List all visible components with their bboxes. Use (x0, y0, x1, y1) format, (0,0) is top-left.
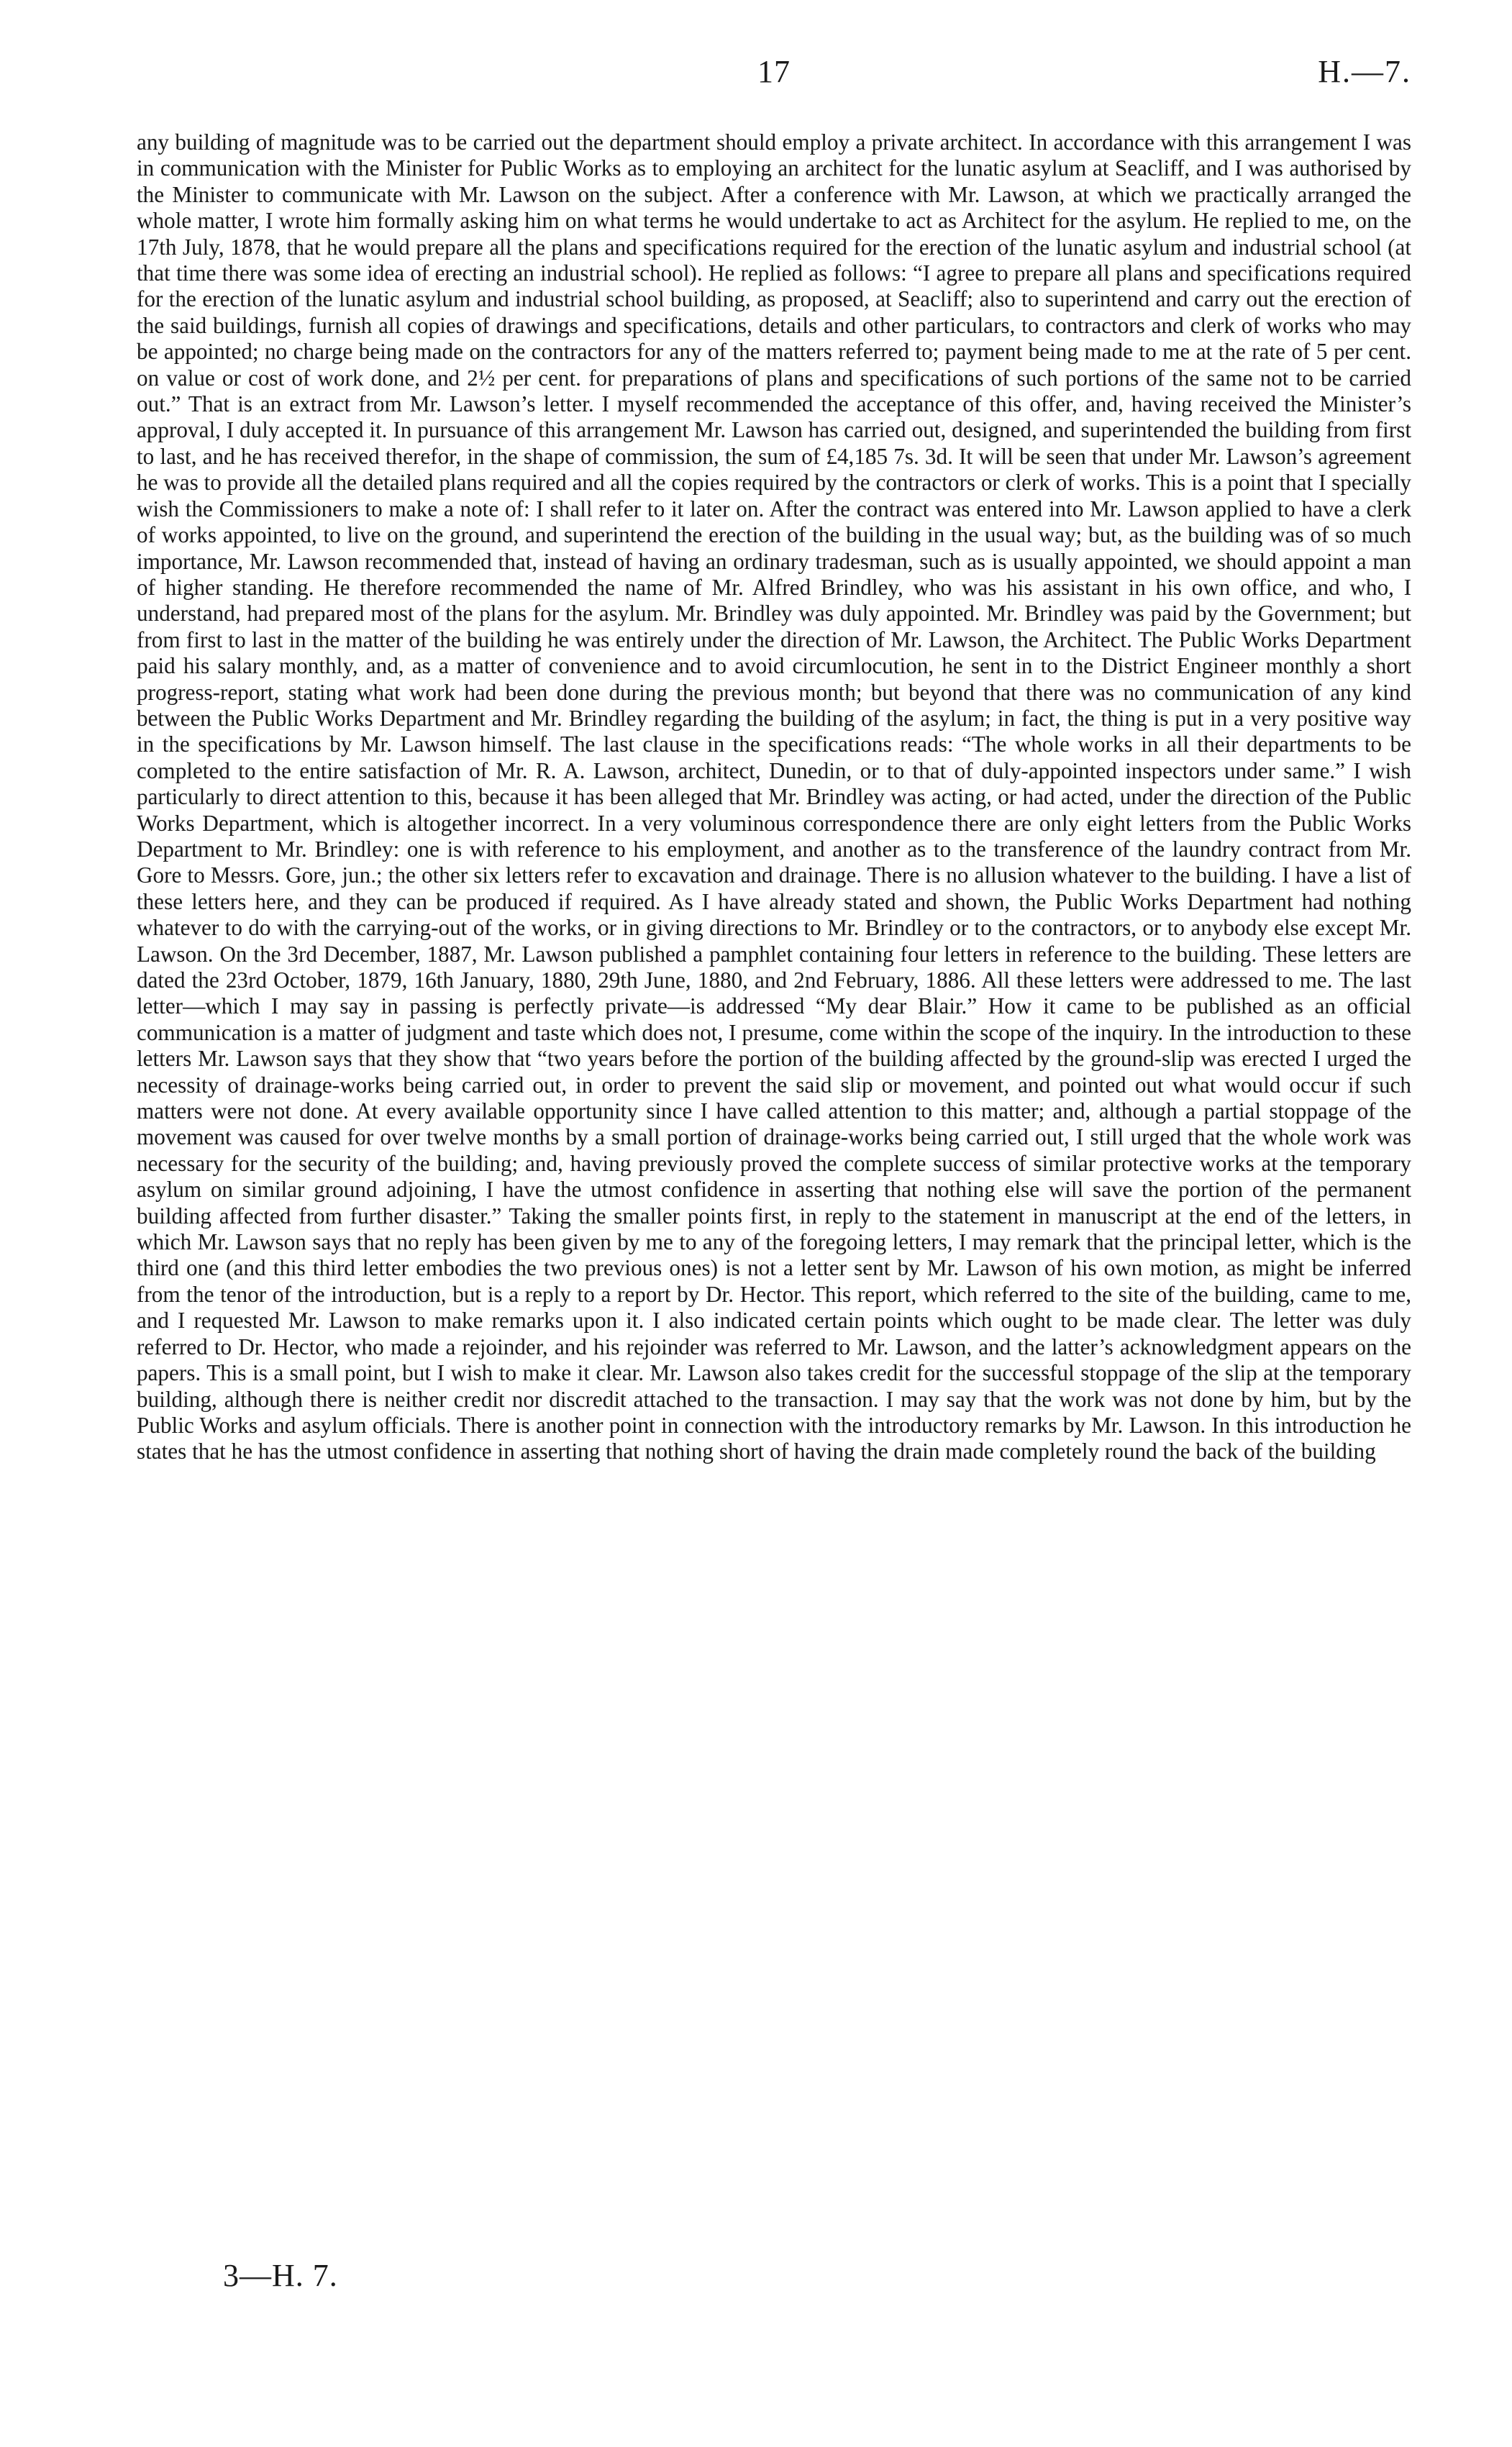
body-paragraph: any building of magnitude was to be carried out the department should employ a private architect. In accordance with this arrangement I was in communication with the Minister for Public Works as to employing an architect for the lunatic asylum at Seacliff, and I was authorised by the Minister to communicate with Mr. Lawson on the subject. After a conference with Mr. Lawson, at which we practically arranged the whole matter, I wrote him formally asking him on what terms he would undertake to act as Architect for the asylum. He replied to me, on the 17th July, 1878, that he would prepare all the plans and specifications required for the erection of the lunatic asylum and industrial school (at that time there was some idea of erecting an industrial school). He replied as follows: “I agree to prepare all plans and specifications required for the erection of the lunatic asylum and industrial school building, as proposed, at Seacliff; also to superintend and carry out the erection of the said buildings, furnish all copies of drawings and specifications, details and other particulars, to contractors and clerk of works who may be appointed; no charge being made on the contractors for any of the matters referred to; payment being made to me at the rate of 5 per cent. on value or cost of work done, and 2½ per cent. for preparations of plans and specifications of such portions of the same not to be carried out.” That is an extract from Mr. Lawson’s letter. I myself recommended the acceptance of this offer, and, having received the Minister’s approval, I duly accepted it. In pursuance of this arrangement Mr. Lawson has carried out, designed, and superintended the building from first to last, and he has received therefor, in the shape of commission, the sum of £4,185 7s. 3d. It will be seen that under Mr. Lawson’s agreement he was to provide all the detailed plans required and all the copies required by the contractors or clerk of works. This is a point that I specially wish the Commissioners to make a note of: I shall refer to it later on. After the contract was entered into Mr. Lawson applied to have a clerk of works appointed, to live on the ground, and superintend the erection of the building in the usual way; but, as the building was of so much importance, Mr. Lawson recommended that, instead of having an ordinary tradesman, such as is usually appointed, we should appoint a man of higher standing. He therefore recommended the name of Mr. Alfred Brindley, who was his assistant in his own office, and who, I understand, had prepared most of the plans for the asylum. Mr. Brindley was duly appointed. Mr. Brindley was paid by the Government; but from first to last in the matter of the building he was entirely under the direction of Mr. Lawson, the Architect. The Public Works Department paid his salary monthly, and, as a matter of convenience and to avoid circumlocution, he sent in to the District Engineer monthly a short progress-report, stating what work had been done during the previous month; but beyond that there was no communication of any kind between the Public Works Department and Mr. Brindley regarding the building of the asylum; in fact, the thing is put in a very positive way in the specifications by Mr. Lawson himself. The last clause in the specifications reads: “The whole works in all their departments to be completed to the entire satisfaction of Mr. R. A. Lawson, architect, Dunedin, or to that of duly-appointed inspectors under same.” I wish particularly to direct attention to this, because it has been alleged that Mr. Brindley was acting, or had acted, under the direction of the Public Works Department, which is altogether incorrect. In a very voluminous correspondence there are only eight letters from the Public Works Department to Mr. Brindley: one is with reference to his employment, and another as to the transference of the laundry contract from Mr. Gore to Messrs. Gore, jun.; the other six letters refer to excavation and drainage. There is no allusion whatever to the building. I have a list of these letters here, and they can be produced if required. As I have already stated and shown, the Public Works Department had nothing whatever to do with the carrying-out of the works, or in giving directions to Mr. Brindley or to the contractors, or to anybody else except Mr. Lawson. On the 3rd December, 1887, Mr. Lawson published a pamphlet containing four letters in reference to the building. These letters are dated the 23rd October, 1879, 16th January, 1880, 29th June, 1880, and 2nd February, 1886. All these letters were addressed to me. The last letter—which I may say in passing is perfectly private—is addressed “My dear Blair.” How it came to be published as an official communication is a matter of judgment and taste which does not, I presume, come within the scope of the inquiry. In the introduction to these letters Mr. Lawson says that they show that “two years before the portion of the building affected by the ground-slip was erected I urged the necessity of drainage-works being carried out, in order to prevent the said slip or movement, and pointed out what would occur if such matters were not done. At every available opportunity since I have called attention to this matter; and, although a partial stoppage of the movement was caused for over twelve months by a small portion of drainage-works being carried out, I still urged that the whole work was necessary for the security of the building; and, having previously proved the complete success of similar protective works at the temporary asylum on similar ground adjoining, I have the utmost confidence in asserting that nothing else will save the portion of the permanent building affected from further disaster.” Taking the smaller points first, in reply to the statement in manuscript at the end of the letters, in which Mr. Lawson says that no reply has been given by me to any of the foregoing letters, I may remark that the principal letter, which is the third one (and this third letter embodies the two previous ones) is not a letter sent by Mr. Lawson of his own motion, as might be inferred from the tenor of the introduction, but is a reply to a report by Dr. Hector. This report, which referred to the site of the building, came to me, and I requested Mr. Lawson to make remarks upon it. I also indicated certain points which ought to be made clear. The letter was duly referred to Dr. Hector, who made a rejoinder, and his rejoinder was referred to Mr. Lawson, and the latter’s acknowledgment appears on the papers. This is a small point, but I wish to make it clear. Mr. Lawson also takes credit for the successful stoppage of the slip at the temporary building, although there is neither credit nor discredit attached to the transaction. I may say that the work was not done by him, but by the Public Works and asylum officials. There is another point in connection with the introductory remarks by Mr. Lawson. In this introduction he states that he has the utmost confidence in asserting that nothing short of having the drain made completely round the back of the building (137, 129, 1411, 1464)
page-number: 17 (757, 54, 791, 89)
sheet-signature: 3—H. 7. (223, 2258, 338, 2293)
page-header (137, 50, 1411, 94)
document-reference: H.—7. (1318, 54, 1411, 89)
